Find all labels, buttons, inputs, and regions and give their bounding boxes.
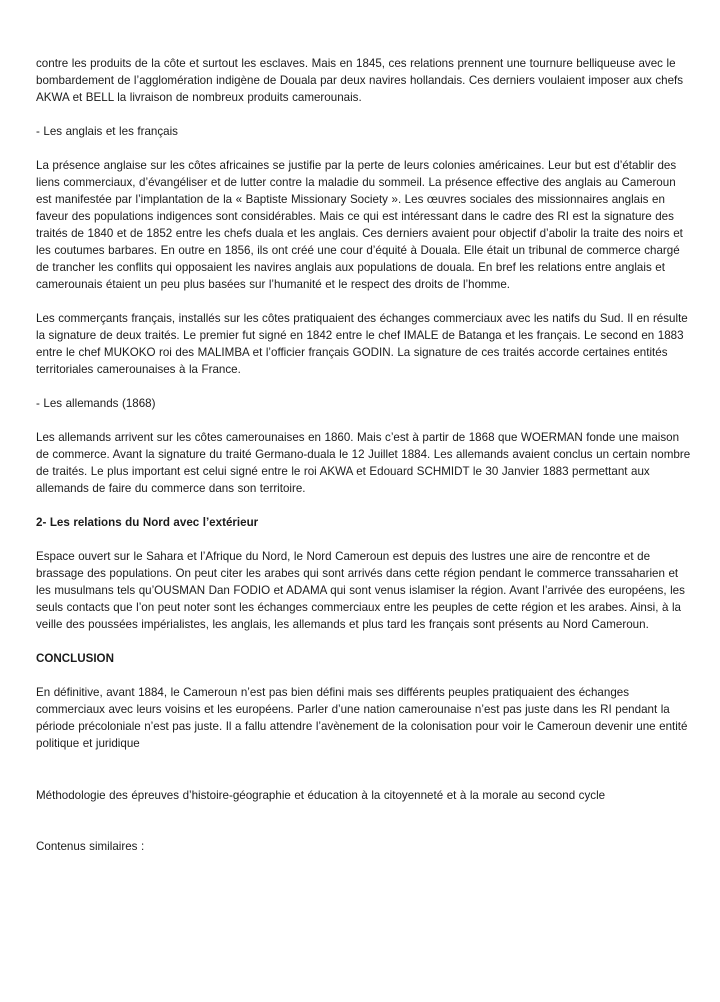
paragraph-conclusion: En définitive, avant 1884, le Cameroun n’est pas bien défini mais ses différents peuples pratiquaient des échanges commerciaux avec leurs voisins et les européens. Parler d’une nation camerounaise n’est pas juste dans les RI pendant la période précoloniale n’est pas juste. Il a fallu attendre l’avènement de la colonisation pour voir le Cameroun devenir une entité politique et juridique <box>36 686 688 750</box>
footer-contenus-similaires-label: Contenus similaires : <box>36 840 145 853</box>
paragraph-cote-produits: contre les produits de la côte et surtout les esclaves. Mais en 1845, ces relations prennent une tournure belliqueuse avec le bombardement de l’agglomération indigène de Douala par deux navires hollandais. Ces derniers voulaient imposer aux chefs AKWA et BELL la livraison de nombreux produits camerounais. <box>36 57 684 104</box>
paragraph-commercants-francais: Les commerçants français, installés sur les côtes pratiquaient des échanges commerciaux avec les natifs du Sud. Il en résulte la signature de deux traités. Le premier fut signé en 1842 entre le chef IMALE de Batanga et les français. Le second en 1883 entre le chef MUKOKO roi des MALIMBA et l’officier français GODIN. La signature de ces traités accorde certaines entités territoriales camerounaises à la France. <box>36 312 688 376</box>
footer-methodologie-line: Méthodologie des épreuves d’histoire-géographie et éducation à la citoyenneté et à la morale au second cycle <box>36 789 606 802</box>
paragraph-presence-anglaise: La présence anglaise sur les côtes africaines se justifie par la perte de leurs colonies américaines. Leur but est d’établir des liens commerciaux, d’évangéliser et de lutter contre la maladie du sommeil. La présence effective des anglais au Cameroun est manifestée par l’implantation de la « Baptiste Missionary Society ». Les œuvres sociales des missionnaires anglais en faveur des populations indigences sont considérables. Mais ce qui est intéressant dans le cadre des RI est la signature des traités de 1840 et de 1852 entre les chefs duala et les anglais. Ces derniers avaient pour objectif d’abolir la traite des noirs et les coutumes barbares. En outre en 1856, ils ont créé une cour d’équité à Douala. Elle était un tribunal de commerce chargé de trancher les conflits qui opposaient les navires anglais aux populations de douala. En bref les relations entre anglais et camerounais étaient un peu plus basées sur l’humanité et le respect des droits de l’homme. <box>36 159 683 291</box>
heading-conclusion: CONCLUSION <box>36 652 114 665</box>
subheading-anglais-et-francais: - Les anglais et les français <box>36 125 178 138</box>
paragraph-allemands-arrivee: Les allemands arrivent sur les côtes camerounaises en 1860. Mais c’est à partir de 1868 que WOERMAN fonde une maison de commerce. Avant la signature du traité Germano-duala le 12 Juillet 1884. Les allemands avaient conclus un certain nombre de traités. Le plus important est celui signé entre le roi AKWA et Edouard SCHMIDT le 30 Janvier 1883 permettant aux allemands de faire du commerce dans son territoire. <box>36 431 691 495</box>
subheading-les-allemands: - Les allemands (1868) <box>36 397 156 410</box>
paragraph-nord-cameroun: Espace ouvert sur le Sahara et l’Afrique du Nord, le Nord Cameroun est depuis des lustres une aire de rencontre et de brassage des populations. On peut citer les arabes qui sont arrivés dans cette région pendant le commerce transsaharien et les musulmans tels qu’OUSMAN Dan FODIO et ADAMA qui sont venus islamiser la région. Avant l’arrivée des européens, les seuls contacts que l’on peut noter sont les échanges commerciaux entre les peuples de cette région et les arabes. Ainsi, à la veille des poussées impérialistes, les anglais, les allemands et plus tard les français sont présents au Nord Cameroun. <box>36 550 685 631</box>
document-content <box>36 55 692 872</box>
heading-relations-nord-exterieur: 2- Les relations du Nord avec l’extérieur <box>36 516 259 529</box>
